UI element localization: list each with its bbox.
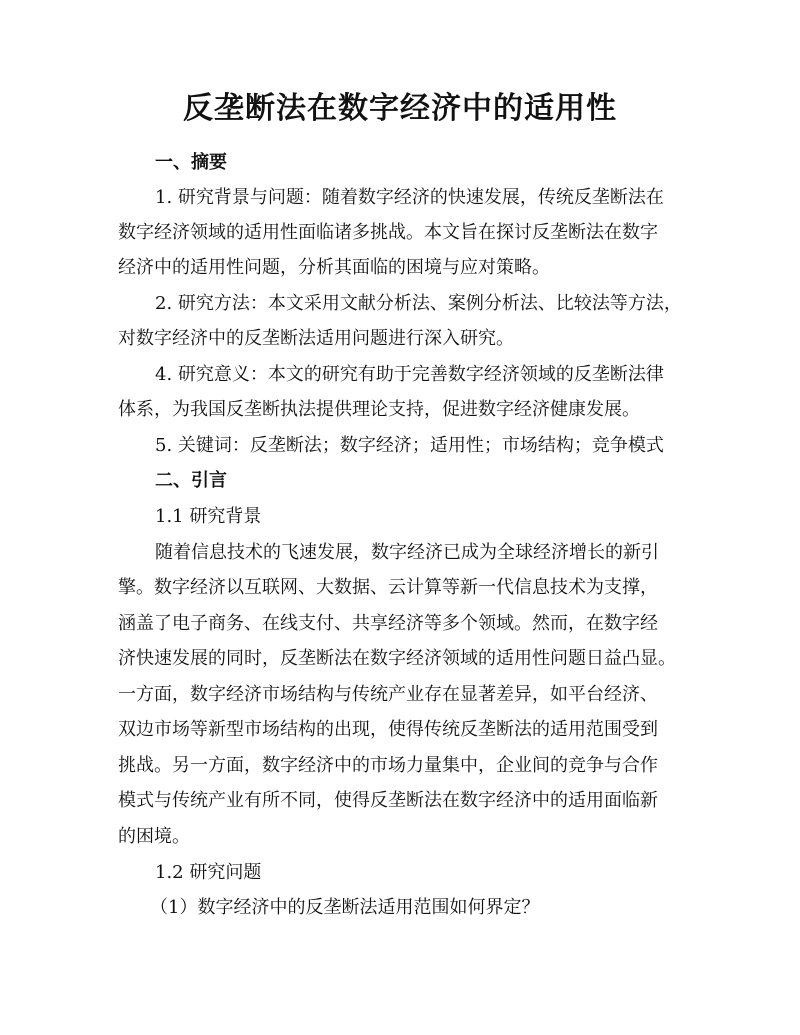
paragraph-line: 双边市场等新型市场结构的出现，使得传统反垄断法的适用范围受到 xyxy=(118,719,658,740)
paragraph-line: 数字经济领域的适用性面临诸多挑战。本文旨在探讨反垄断法在数字 xyxy=(118,222,658,243)
paragraph-line: 随着信息技术的飞速发展，数字经济已成为全球经济增长的新引 xyxy=(155,542,659,563)
paragraph-line: 2. 研究方法：本文采用文献分析法、案例分析法、比较法等方法， xyxy=(155,293,682,314)
question-item: （1）数字经济中的反垄断法适用范围如何界定？ xyxy=(150,897,540,918)
section-heading-abstract: 一、摘要 xyxy=(155,152,227,173)
paragraph-line: 4. 研究意义：本文的研究有助于完善数字经济领域的反垄断法律 xyxy=(155,364,664,385)
subsection-heading-questions: 1.2 研究问题 xyxy=(155,862,262,883)
paragraph-line: 涵盖了电子商务、在线支付、共享经济等多个领域。然而，在数字经 xyxy=(118,613,658,634)
keywords-line: 5. 关键词：反垄断法；数字经济；适用性；市场结构；竞争模式 xyxy=(155,435,664,456)
paragraph-line: 的困境。 xyxy=(118,826,190,847)
paragraph-line: 一方面，数字经济市场结构与传统产业存在显著差异，如平台经济、 xyxy=(118,684,658,705)
paragraph-line: 挑战。另一方面，数字经济中的市场力量集中，企业间的竞争与合作 xyxy=(118,755,658,776)
paragraph-line: 经济中的适用性问题，分析其面临的困境与应对策略。 xyxy=(118,257,550,278)
paragraph-line: 对数字经济中的反垄断法适用问题进行深入研究。 xyxy=(118,328,514,349)
paragraph-line: 1. 研究背景与问题：随着数字经济的快速发展，传统反垄断法在 xyxy=(155,187,664,208)
paragraph-line: 擎。数字经济以互联网、大数据、云计算等新一代信息技术为支撑， xyxy=(118,577,658,598)
subsection-heading-background: 1.1 研究背景 xyxy=(155,506,262,527)
paragraph-line: 济快速发展的同时，反垄断法在数字经济领域的适用性问题日益凸显。 xyxy=(118,648,676,669)
section-heading-introduction: 二、引言 xyxy=(155,470,227,491)
paragraph-line: 模式与传统产业有所不同，使得反垄断法在数字经济中的适用面临新 xyxy=(118,790,658,811)
paragraph-line: 体系，为我国反垄断执法提供理论支持，促进数字经济健康发展。 xyxy=(118,399,640,420)
document-title: 反垄断法在数字经济中的适用性 xyxy=(183,91,617,126)
